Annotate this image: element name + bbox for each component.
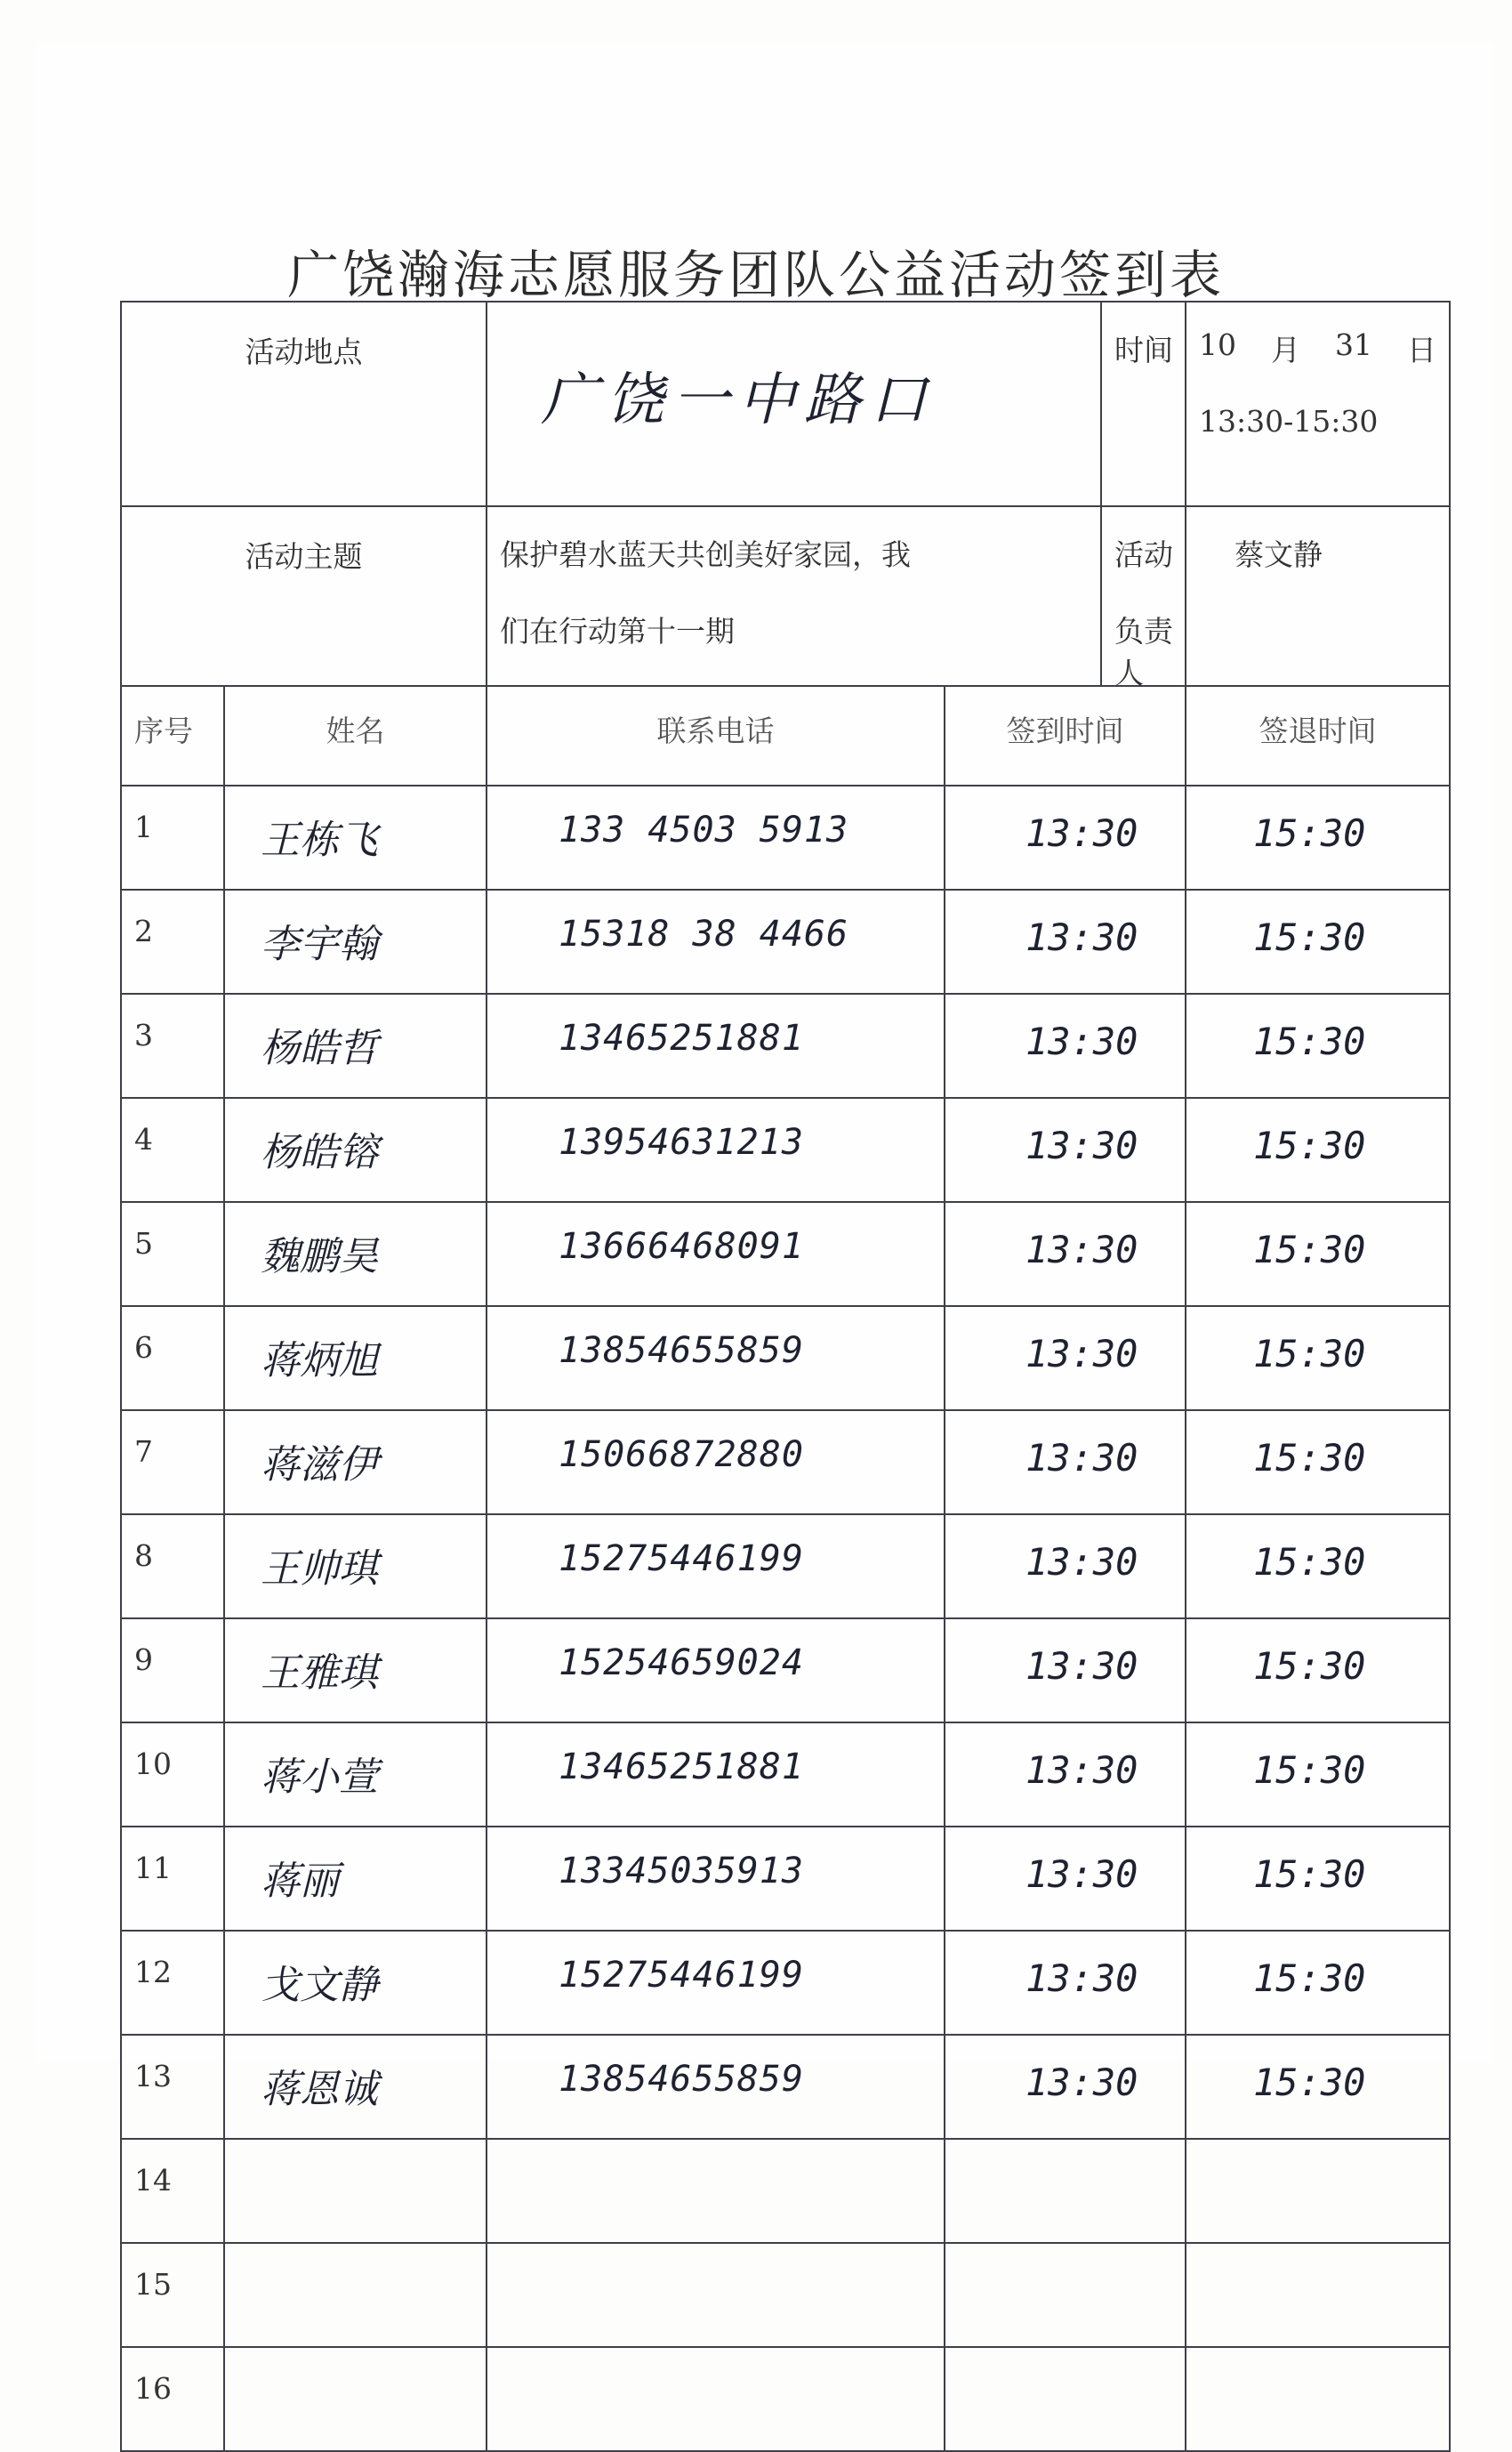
row-name: 王栋飞 bbox=[224, 786, 487, 890]
row-name: 王帅琪 bbox=[224, 1514, 487, 1618]
row-sign-out-time: 15:30 bbox=[1186, 1306, 1450, 1410]
row-phone bbox=[487, 2347, 945, 2451]
row-sign-out-time: 15:30 bbox=[1186, 1722, 1450, 1827]
row-phone: 13345035913 bbox=[487, 1827, 945, 1931]
theme-line-1: 保护碧水蓝天共创美好家园，我 bbox=[500, 537, 911, 572]
row-name: 李宇翰 bbox=[224, 890, 487, 994]
row-phone bbox=[487, 2243, 945, 2347]
month-label: 月 bbox=[1271, 333, 1300, 367]
row-name: 蒋小萱 bbox=[224, 1722, 487, 1827]
row-sign-out-time: 15:30 bbox=[1186, 1098, 1450, 1202]
row-sign-in-time: 13:30 bbox=[945, 1410, 1186, 1514]
row-sign-in-time: 13:30 bbox=[945, 994, 1186, 1098]
row-index: 12 bbox=[121, 1931, 224, 2035]
row-sign-in-time: 13:30 bbox=[945, 1827, 1186, 1931]
theme-label: 活动主题 bbox=[121, 506, 487, 686]
row-sign-in-time: 13:30 bbox=[945, 890, 1186, 994]
row-phone: 13465251881 bbox=[487, 1722, 945, 1827]
row-phone: 13666468091 bbox=[487, 1202, 945, 1306]
form-title: 广饶瀚海志愿服务团队公益活动签到表 bbox=[286, 245, 1225, 305]
row-sign-out-time: 15:30 bbox=[1186, 994, 1450, 1098]
row-index: 7 bbox=[121, 1410, 224, 1514]
row-name: 杨皓哲 bbox=[224, 994, 487, 1098]
row-index: 9 bbox=[121, 1618, 224, 1722]
row-index: 5 bbox=[121, 1202, 224, 1306]
col-phone-header: 联系电话 bbox=[487, 686, 945, 786]
table-row bbox=[121, 2035, 1450, 2139]
table-row bbox=[121, 1410, 1450, 1514]
row-sign-out-time: 15:30 bbox=[1186, 1514, 1450, 1618]
table-row bbox=[121, 1827, 1450, 1931]
leader-label-line-1: 活动 bbox=[1114, 537, 1173, 572]
row-sign-in-time bbox=[945, 2347, 1186, 2451]
leader-label bbox=[1101, 506, 1186, 690]
col-name-header: 姓名 bbox=[224, 686, 487, 786]
row-sign-out-time: 15:30 bbox=[1186, 1931, 1450, 2035]
row-name: 王雅琪 bbox=[224, 1618, 487, 1722]
date-month: 10 bbox=[1199, 327, 1236, 362]
date-time-cell bbox=[1186, 302, 1450, 506]
table-row bbox=[121, 1306, 1450, 1410]
row-index: 16 bbox=[121, 2347, 224, 2451]
row-phone: 13854655859 bbox=[487, 2035, 945, 2139]
row-phone: 15275446199 bbox=[487, 1931, 945, 2035]
location-value: 广饶一中路口 bbox=[487, 302, 1101, 506]
row-sign-in-time bbox=[945, 2139, 1186, 2243]
table-row bbox=[121, 890, 1450, 994]
theme-row bbox=[121, 506, 1450, 686]
row-name: 蒋炳旭 bbox=[224, 1306, 487, 1410]
row-sign-out-time: 15:30 bbox=[1186, 1410, 1450, 1514]
time-label: 时间 bbox=[1101, 302, 1186, 506]
row-name: 杨皓镕 bbox=[224, 1098, 487, 1202]
row-index: 1 bbox=[121, 786, 224, 890]
table-row bbox=[121, 2243, 1450, 2347]
row-index: 6 bbox=[121, 1306, 224, 1410]
row-sign-out-time: 15:30 bbox=[1186, 890, 1450, 994]
row-name: 蒋滋伊 bbox=[224, 1410, 487, 1514]
table-row bbox=[121, 994, 1450, 1098]
table-row bbox=[121, 1931, 1450, 2035]
sign-in-table bbox=[120, 301, 1451, 2452]
row-sign-out-time bbox=[1186, 2139, 1450, 2243]
row-sign-in-time: 13:30 bbox=[945, 1202, 1186, 1306]
row-sign-in-time bbox=[945, 2243, 1186, 2347]
row-sign-out-time: 15:30 bbox=[1186, 1827, 1450, 1931]
theme-line-2: 们在行动第十一期 bbox=[500, 614, 735, 649]
row-name bbox=[224, 2139, 487, 2243]
row-sign-out-time: 15:30 bbox=[1186, 1202, 1450, 1306]
row-index: 10 bbox=[121, 1722, 224, 1827]
table-row bbox=[121, 786, 1450, 890]
row-name: 魏鹏昊 bbox=[224, 1202, 487, 1306]
row-phone: 15318 38 4466 bbox=[487, 890, 945, 994]
row-sign-in-time: 13:30 bbox=[945, 786, 1186, 890]
col-signin-header: 签到时间 bbox=[945, 686, 1186, 786]
row-sign-in-time: 13:30 bbox=[945, 1306, 1186, 1410]
row-sign-in-time: 13:30 bbox=[945, 1722, 1186, 1827]
row-index: 8 bbox=[121, 1514, 224, 1618]
row-phone: 13854655859 bbox=[487, 1306, 945, 1410]
col-index-header: 序号 bbox=[121, 686, 224, 786]
row-sign-out-time: 15:30 bbox=[1186, 2035, 1450, 2139]
table-row bbox=[121, 2139, 1450, 2243]
leader-value: 蔡文静 bbox=[1186, 506, 1450, 686]
row-phone bbox=[487, 2139, 945, 2243]
row-sign-in-time: 13:30 bbox=[945, 1514, 1186, 1618]
column-header-row bbox=[121, 686, 1450, 786]
location-label: 活动地点 bbox=[121, 302, 487, 506]
row-name: 蒋恩诚 bbox=[224, 2035, 487, 2139]
row-index: 3 bbox=[121, 994, 224, 1098]
row-index: 14 bbox=[121, 2139, 224, 2243]
row-sign-out-time: 15:30 bbox=[1186, 786, 1450, 890]
col-signout-header: 签退时间 bbox=[1186, 686, 1450, 786]
row-sign-in-time: 13:30 bbox=[945, 2035, 1186, 2139]
table-row bbox=[121, 2347, 1450, 2451]
table-row bbox=[121, 1722, 1450, 1827]
time-range: 13:30-15:30 bbox=[1199, 404, 1379, 439]
table-body bbox=[121, 786, 1450, 2451]
row-sign-in-time: 13:30 bbox=[945, 1098, 1186, 1202]
row-phone: 15254659024 bbox=[487, 1618, 945, 1722]
location-row bbox=[121, 302, 1450, 506]
row-index: 4 bbox=[121, 1098, 224, 1202]
row-phone: 15275446199 bbox=[487, 1514, 945, 1618]
row-phone: 133 4503 5913 bbox=[487, 786, 945, 890]
row-index: 15 bbox=[121, 2243, 224, 2347]
day-label: 日 bbox=[1407, 333, 1436, 367]
row-sign-in-time: 13:30 bbox=[945, 1931, 1186, 2035]
leader-label-line-2: 负责人 bbox=[1114, 614, 1173, 690]
row-name bbox=[224, 2243, 487, 2347]
table-row bbox=[121, 1618, 1450, 1722]
row-index: 13 bbox=[121, 2035, 224, 2139]
table-row bbox=[121, 1202, 1450, 1306]
table-row bbox=[121, 1098, 1450, 1202]
table-row bbox=[121, 1514, 1450, 1618]
row-name: 蒋丽 bbox=[224, 1827, 487, 1931]
row-phone: 13954631213 bbox=[487, 1098, 945, 1202]
row-sign-out-time: 15:30 bbox=[1186, 1618, 1450, 1722]
row-name: 戈文静 bbox=[224, 1931, 487, 2035]
row-phone: 15066872880 bbox=[487, 1410, 945, 1514]
row-sign-out-time bbox=[1186, 2347, 1450, 2451]
row-sign-in-time: 13:30 bbox=[945, 1618, 1186, 1722]
theme-value bbox=[487, 506, 1101, 686]
row-index: 11 bbox=[121, 1827, 224, 1931]
row-name bbox=[224, 2347, 487, 2451]
date-day: 31 bbox=[1335, 327, 1372, 362]
row-index: 2 bbox=[121, 890, 224, 994]
row-sign-out-time bbox=[1186, 2243, 1450, 2347]
row-phone: 13465251881 bbox=[487, 994, 945, 1098]
